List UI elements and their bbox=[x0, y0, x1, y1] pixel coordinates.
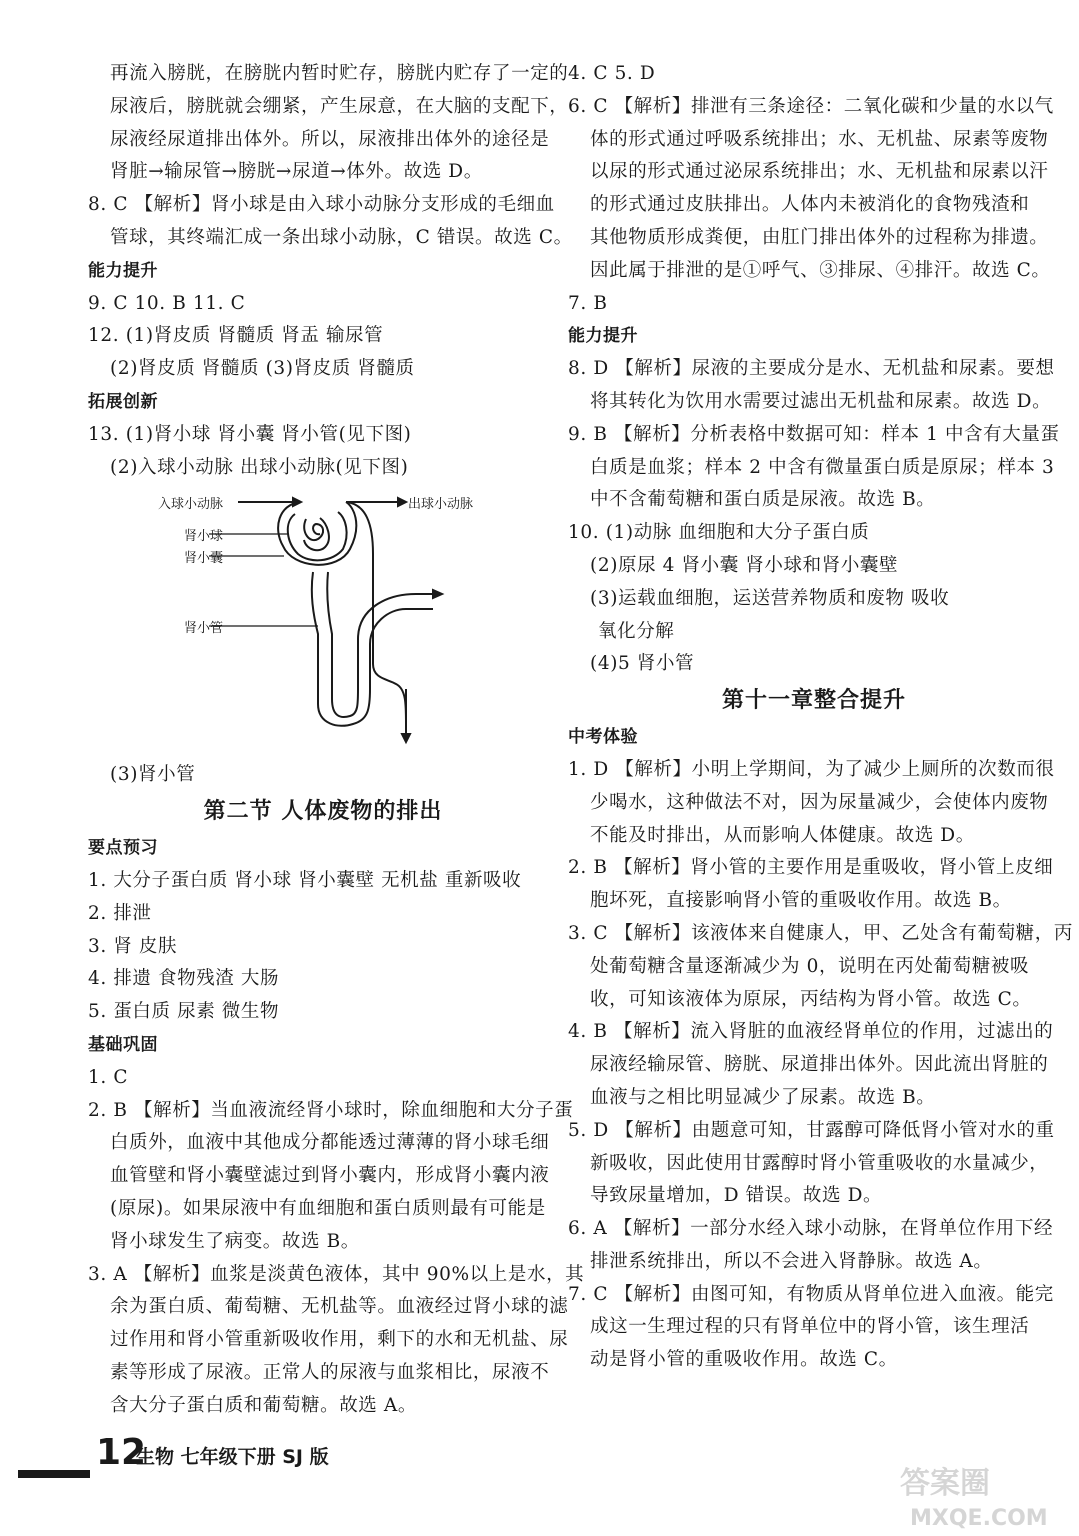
footer-text: 生物 七年级下册 SJ 版 bbox=[136, 1446, 329, 1468]
text-line: (4)5 肾小管 bbox=[590, 653, 695, 675]
text-line: 13. (1)肾小球 肾小囊 肾小管(见下图) bbox=[88, 423, 412, 445]
right-text-block-1 bbox=[568, 58, 1060, 681]
watermark-logo bbox=[880, 1455, 1060, 1535]
text-line: 7. B bbox=[568, 292, 608, 314]
text-line: 9. C 10. B 11. C bbox=[88, 292, 246, 314]
text-line: 1. D 【解析】小明上学期间，为了减少上厕所的次数而很 bbox=[568, 758, 1055, 780]
text-line: 1. C bbox=[88, 1066, 129, 1088]
out-arrow bbox=[398, 498, 406, 506]
right-text-block-2 bbox=[568, 721, 1073, 1377]
text-line: (3)运载血细胞，运送营养物质和废物 吸收 bbox=[590, 587, 950, 609]
chapter-title: 第十一章整合提升 bbox=[721, 688, 906, 714]
nephron-diagram bbox=[88, 484, 558, 759]
text-line: 的形式通过皮肤排出。人体内未被消化的食物残渣和 bbox=[590, 194, 1030, 216]
text-line: 少喝水，这种做法不对，因为尿量减少，会使体内废物 bbox=[590, 791, 1049, 813]
text-line: 过作用和肾小管重新吸收作用，剩下的水和无机盐、尿 bbox=[110, 1329, 569, 1351]
text-line: 3. C 【解析】该液体来自健康人，甲、乙处含有葡萄糖，丙 bbox=[568, 922, 1073, 944]
text-line: 4. 排遗 食物残渣 大肠 bbox=[88, 968, 280, 990]
left-text-block-2 bbox=[88, 759, 558, 792]
section-heading: 能力提升 bbox=[88, 260, 158, 281]
text-line: 肾脏→输尿管→膀胱→尿道→体外。故选 D。 bbox=[110, 161, 483, 183]
text-line: 7. C 【解析】由图可知，有物质从肾单位进入血液。能完 bbox=[568, 1283, 1054, 1305]
text-line: 肾小球发生了病变。故选 B。 bbox=[110, 1230, 360, 1252]
label-out-artery: 出球小动脉 bbox=[408, 497, 474, 513]
text-line: (原尿)。如果尿液中有血细胞和蛋白质则最有可能是 bbox=[110, 1197, 546, 1219]
text-line: 将其转化为饮用水需要过滤出无机盐和尿素。故选 D。 bbox=[590, 390, 1052, 412]
text-line: 中不含葡萄糖和蛋白质是尿液。故选 B。 bbox=[590, 489, 936, 511]
text-line: 含大分子蛋白质和葡萄糖。故选 A。 bbox=[110, 1394, 417, 1416]
footer-bar bbox=[18, 1470, 90, 1478]
text-line: (2)入球小动脉 出球小动脉(见下图) bbox=[110, 456, 409, 478]
label-capsule: 肾小囊 bbox=[184, 551, 224, 567]
left-text-block-3 bbox=[88, 832, 585, 1422]
vein-path bbox=[373, 624, 406, 724]
section-heading: 拓展创新 bbox=[88, 391, 158, 412]
text-line: (2)肾皮质 肾髓质 (3)肾皮质 肾髓质 bbox=[110, 358, 415, 380]
text-line: 6. C 【解析】排泄有三条途径：二氧化碳和少量的水以气 bbox=[568, 95, 1054, 117]
text-line: 余为蛋白质、葡萄糖、无机盐等。血液经过肾小球的滤 bbox=[110, 1296, 569, 1318]
text-line: 8. D 【解析】尿液的主要成分是水、无机盐和尿素。要想 bbox=[568, 358, 1055, 380]
text-line: 导致尿量增加，D 错误。故选 D。 bbox=[590, 1185, 883, 1207]
text-line: 12. (1)肾皮质 肾髓质 肾盂 输尿管 bbox=[88, 325, 384, 347]
text-line: 处葡萄糖含量逐渐减少为 0，说明在丙处葡萄糖被吸 bbox=[590, 955, 1030, 977]
capsule-inner bbox=[288, 512, 347, 560]
efferent-down bbox=[346, 502, 373, 624]
svg-text:答案圈: 答案圈 bbox=[900, 1466, 990, 1501]
label-tubule: 肾小管 bbox=[184, 621, 224, 637]
right-column bbox=[568, 58, 1073, 1377]
tubule-inner bbox=[327, 572, 433, 717]
text-line: 5. 蛋白质 尿素 微生物 bbox=[88, 1001, 280, 1023]
text-line: 再流入膀胱，在膀胱内暂时贮存，膀胱内贮存了一定的 bbox=[110, 63, 569, 84]
text-line: 4. C 5. D bbox=[568, 63, 656, 84]
text-line: 氧化分解 bbox=[598, 620, 675, 642]
section-heading: 要点预习 bbox=[88, 838, 158, 859]
text-line: 收，可知该液体为原尿，丙结构为肾小管。故选 C。 bbox=[590, 988, 1032, 1010]
text-line: 其他物质形成粪便，由肛门排出体外的过程称为排遗。 bbox=[590, 226, 1049, 248]
text-line: 2. 排泄 bbox=[88, 902, 152, 924]
text-line: 9. B 【解析】分析表格中数据可知：样本 1 中含有大量蛋 bbox=[568, 423, 1060, 445]
text-line: 以尿的形式通过泌尿系统排出；水、无机盐和尿素以汗 bbox=[590, 161, 1049, 183]
text-line: 管球，其终端汇成一条出球小动脉，C 错误。故选 C。 bbox=[110, 226, 573, 248]
text-line: 尿液后，膀胱就会绷紧，产生尿意，在大脑的支配下， bbox=[110, 95, 569, 117]
text-line: (2)原尿 4 肾小囊 肾小球和肾小囊壁 bbox=[590, 554, 899, 576]
text-line: 尿液经尿道排出体外。所以，尿液排出体外的途径是 bbox=[110, 128, 550, 150]
page-number: 12 bbox=[96, 1432, 147, 1473]
section-heading: 中考体验 bbox=[568, 727, 638, 748]
text-line: 3. 肾 皮肤 bbox=[88, 935, 178, 957]
text-line: 血液与之相比明显减少了尿素。故选 B。 bbox=[590, 1086, 936, 1108]
text-line: 排泄系统排出，所以不会进入肾静脉。故选 A。 bbox=[590, 1250, 993, 1272]
svg-text:MXQE.COM: MXQE.COM bbox=[910, 1506, 1048, 1531]
text-line: 体的形式通过呼吸系统排出；水、无机盐、尿素等废物 bbox=[590, 128, 1049, 150]
text-line: 胞坏死，直接影响肾小管的重吸收作用。故选 B。 bbox=[590, 890, 1012, 912]
section-heading: 基础巩固 bbox=[88, 1034, 158, 1055]
text-line: 尿液经输尿管、膀胱、尿道排出体外。因此流出肾脏的 bbox=[590, 1054, 1049, 1076]
text-line: 动是肾小管的重吸收作用。故选 C。 bbox=[590, 1349, 898, 1371]
text-line: 因此属于排泄的是①呼气、③排尿、④排汗。故选 C。 bbox=[590, 259, 1051, 281]
section-title: 第二节 人体废物的排出 bbox=[203, 799, 443, 825]
text-line: 不能及时排出，从而影响人体健康。故选 D。 bbox=[590, 824, 975, 846]
text-line: 6. A 【解析】一部分水经入球小动脉，在肾单位作用下经 bbox=[568, 1218, 1054, 1240]
left-text-block-1 bbox=[88, 58, 573, 484]
text-line: (3)肾小管 bbox=[110, 764, 196, 786]
tubule-arrow bbox=[433, 590, 442, 598]
text-line: 10. (1)动脉 血细胞和大分子蛋白质 bbox=[568, 522, 870, 544]
section-heading: 能力提升 bbox=[568, 326, 638, 347]
label-in-artery: 入球小动脉 bbox=[158, 497, 224, 513]
text-line: 1. 大分子蛋白质 肾小球 肾小囊壁 无机盐 重新吸收 bbox=[88, 869, 522, 891]
text-line: 白质是血浆；样本 2 中含有微量蛋白质是原尿；样本 3 bbox=[590, 456, 1055, 478]
text-line: 血管壁和肾小囊壁滤过到肾小囊内，形成肾小囊内液 bbox=[110, 1165, 550, 1187]
text-line: 2. B 【解析】当血液流经肾小球时，除血细胞和大分子蛋 bbox=[88, 1099, 574, 1121]
text-line: 新吸收，因此使用甘露醇时肾小管重吸收的水量减少， bbox=[590, 1152, 1049, 1174]
nephron-drawing bbox=[88, 484, 558, 759]
text-line: 5. D 【解析】由题意可知，甘露醇可降低肾小管对水的重 bbox=[568, 1119, 1055, 1141]
text-line: 素等形成了尿液。正常人的尿液与血浆相比，尿液不 bbox=[110, 1361, 550, 1383]
glomerulus-coil bbox=[304, 518, 329, 550]
text-line: 2. B 【解析】肾小管的主要作用是重吸收，肾小管上皮细 bbox=[568, 857, 1054, 879]
text-line: 成这一生理过程的只有肾单位中的肾小管，该生理活 bbox=[590, 1316, 1030, 1338]
label-glomerulus: 肾小球 bbox=[184, 529, 224, 545]
text-line: 8. C 【解析】肾小球是由入球小动脉分支形成的毛细血 bbox=[88, 194, 555, 216]
text-line: 4. B 【解析】流入肾脏的血液经肾单位的作用，过滤出的 bbox=[568, 1021, 1054, 1043]
text-line: 3. A 【解析】血浆是淡黄色液体，其中 90%以上是水，其 bbox=[88, 1263, 585, 1285]
down-arrow bbox=[402, 734, 410, 742]
left-column bbox=[88, 58, 585, 1423]
text-line: 白质外，血液中其他成分都能透过薄薄的肾小球毛细 bbox=[110, 1132, 550, 1154]
